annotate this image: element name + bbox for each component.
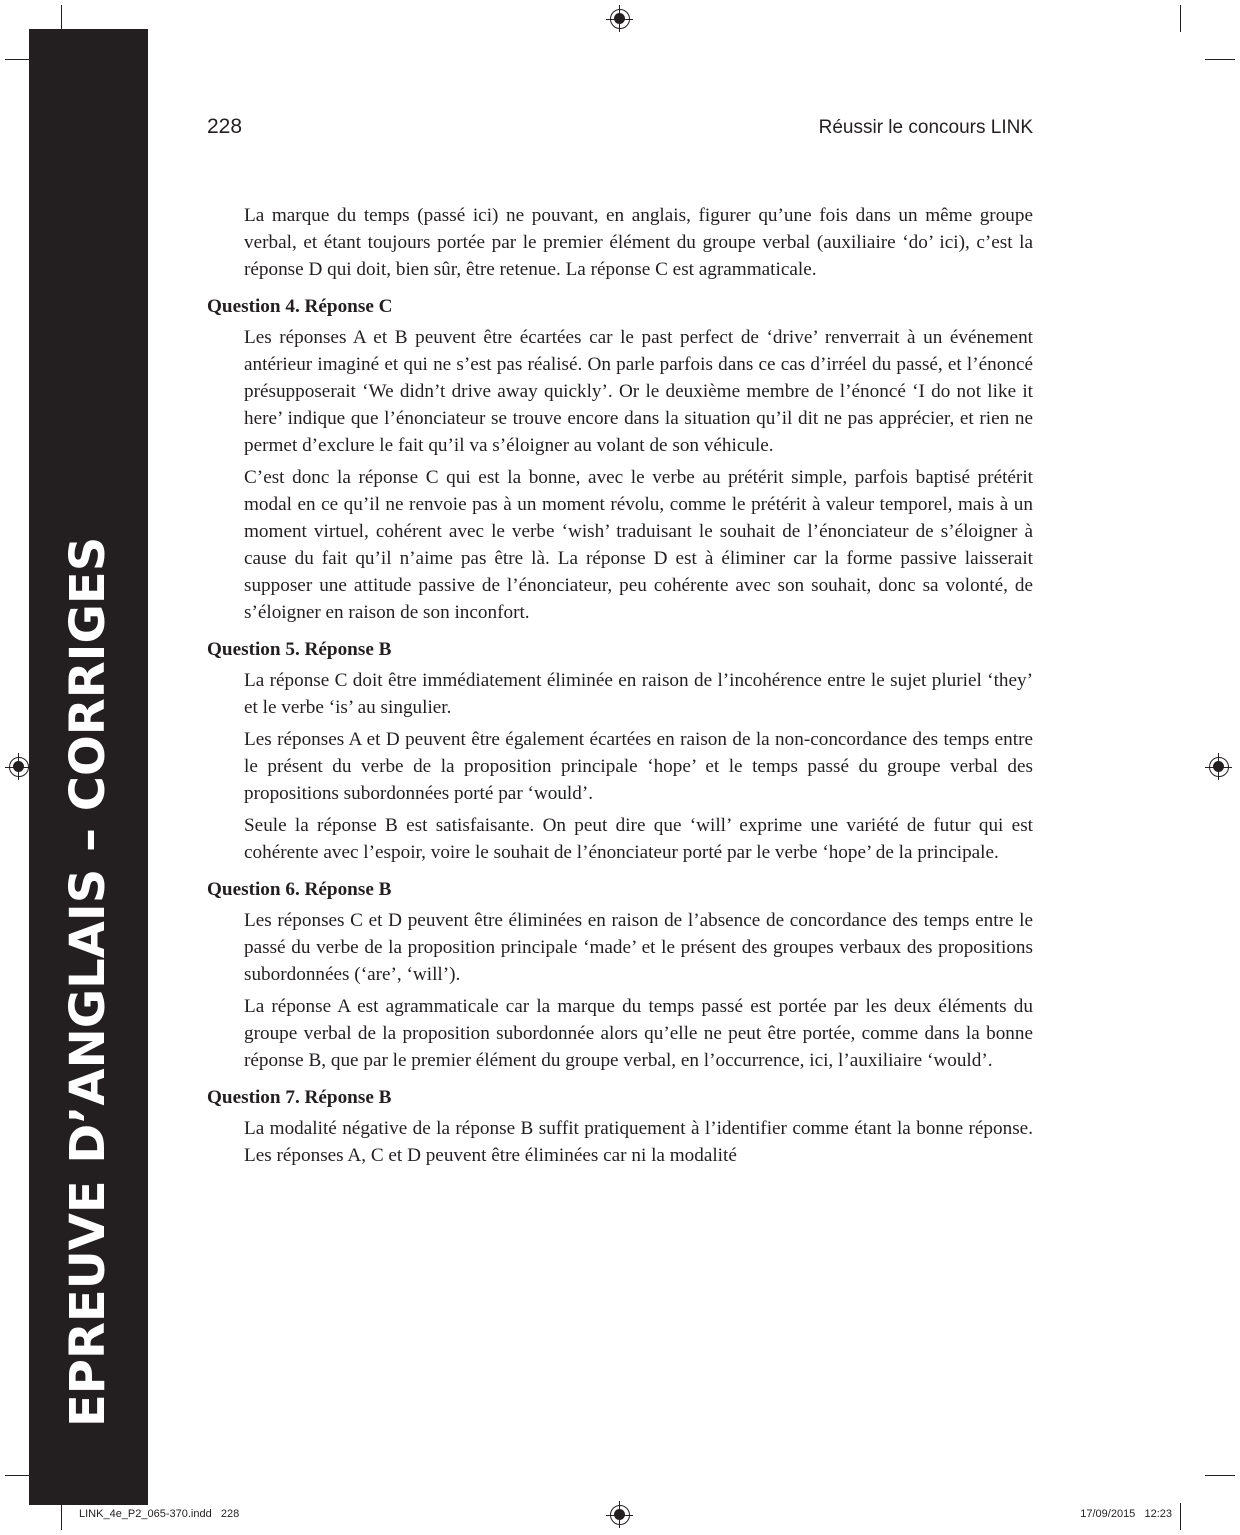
registration-mark-icon (1209, 757, 1229, 777)
page-number: 228 (207, 115, 243, 138)
answer-paragraph: La modalité négative de la réponse B suffit pratiquement à l’identifier comme étant la bonne réponse. Les réponses A, C et D peuvent être éliminées car ni la modalité (244, 1118, 1033, 1166)
crop-mark (1205, 59, 1235, 60)
crop-mark (1205, 1475, 1235, 1476)
crop-mark (1180, 1503, 1181, 1530)
slug-file: LINK_4e_P2_065-370.indd 228 (79, 1508, 240, 1520)
question-heading: Question 7. Réponse B (207, 1087, 392, 1108)
intro-paragraph: La marque du temps (passé ici) ne pouvant, en anglais, figurer qu’une fois dans un même groupe verbal, et étant toujours portée par le premier élément du groupe verbal (auxiliaire ‘do’ ici), c’est la réponse D qui doit, bien sûr, être retenue. La réponse C est agrammaticale. (244, 205, 1033, 280)
answer-paragraph: C’est donc la réponse C qui est la bonne, avec le verbe au prétérit simple, parfois baptisé prétérit modal en ce qu’il ne renvoie pas à un moment révolu, comme le prétérit à valeur temporel, mais à un moment virtuel, cohérent avec le verbe ‘wish’ traduisant le souhait de l’énonciateur de s’éloigner à cause du fait qu’il n’aime pas être là. La réponse D est à éliminer car la forme passive laisserait supposer une attitude passive de l’énonciateur, peu cohérente avec son souhait, donc sa volonté, de s’éloigner en raison de son inconfort. (244, 467, 1033, 623)
registration-mark-icon (619, 1501, 620, 1528)
question-6-section (207, 876, 1033, 1074)
registration-mark-icon (9, 757, 29, 777)
registration-mark-icon (610, 1505, 630, 1525)
answer-paragraph: Les réponses A et D peuvent être également écartées en raison de la non-concordance des temps entre le présent du verbe de la proposition principale ‘hope’ et le temps passé du groupe verbal des propositions subordonnées porté par ‘would’. (244, 729, 1033, 804)
answer-paragraph: La réponse C doit être immédiatement éliminée en raison de l’incohérence entre le sujet pluriel ‘they’ et le verbe ‘is’ au singulier. (244, 670, 1033, 718)
question-4-section (207, 293, 1033, 626)
registration-mark-icon (610, 9, 630, 29)
question-heading: Question 4. Réponse C (207, 296, 393, 317)
side-tab-title: EPREUVE D’ANGLAIS – CORRIGES (60, 536, 116, 1427)
crop-mark (61, 5, 62, 32)
slug-date: 17/09/2015 12:23 (1080, 1508, 1172, 1520)
answer-paragraph: Les réponses C et D peuvent être éliminées en raison de l’absence de concordance des temps entre le passé du verbe de la proposition principale ‘made’ et le présent des groupes verbaux des propositions subordonnées (‘are’, ‘will’). (244, 910, 1033, 985)
question-heading: Question 5. Réponse B (207, 639, 392, 660)
crop-mark (1180, 5, 1181, 32)
answer-paragraph: Les réponses A et B peuvent être écartées car le past perfect de ‘drive’ renverrait à un événement antérieur imaginé et qui ne s’est pas réalisé. On parle parfois dans ce cas d’irréel du passé, et l’énoncé présupposerait ‘We didn’t drive away quickly’. Or le deuxième membre de l’énoncé ‘I do not like it here’ indique que l’énonciateur se trouve encore dans la situation qu’il dit ne pas apprécier, et rien ne permet d’exclure le fait qu’il va s’éloigner au volant de son véhicule. (244, 327, 1033, 456)
page-body (207, 202, 1033, 1174)
answer-paragraph: Seule la réponse B est satisfaisante. On peut dire que ‘will’ exprime une variété de futur qui est cohérente avec l’espoir, voire le souhait de l’énonciateur porté par le verbe ‘hope’ de la principale. (244, 815, 1033, 863)
registration-mark-icon (18, 753, 19, 780)
question-heading: Question 6. Réponse B (207, 879, 392, 900)
answer-paragraph: La réponse A est agrammaticale car la marque du temps passé est portée par les deux éléments du groupe verbal de la proposition subordonnée alors qu’elle ne peut être portée, comme dans la bonne réponse B, que par le premier élément du groupe verbal, en l’occurrence, ici, l’auxiliaire ‘would’. (244, 996, 1033, 1071)
registration-mark-icon (1218, 753, 1219, 780)
registration-mark-icon (619, 5, 620, 32)
running-title: Réussir le concours LINK (818, 117, 1033, 138)
question-5-section (207, 636, 1033, 866)
question-7-section (207, 1084, 1033, 1169)
crop-mark (61, 1503, 62, 1530)
